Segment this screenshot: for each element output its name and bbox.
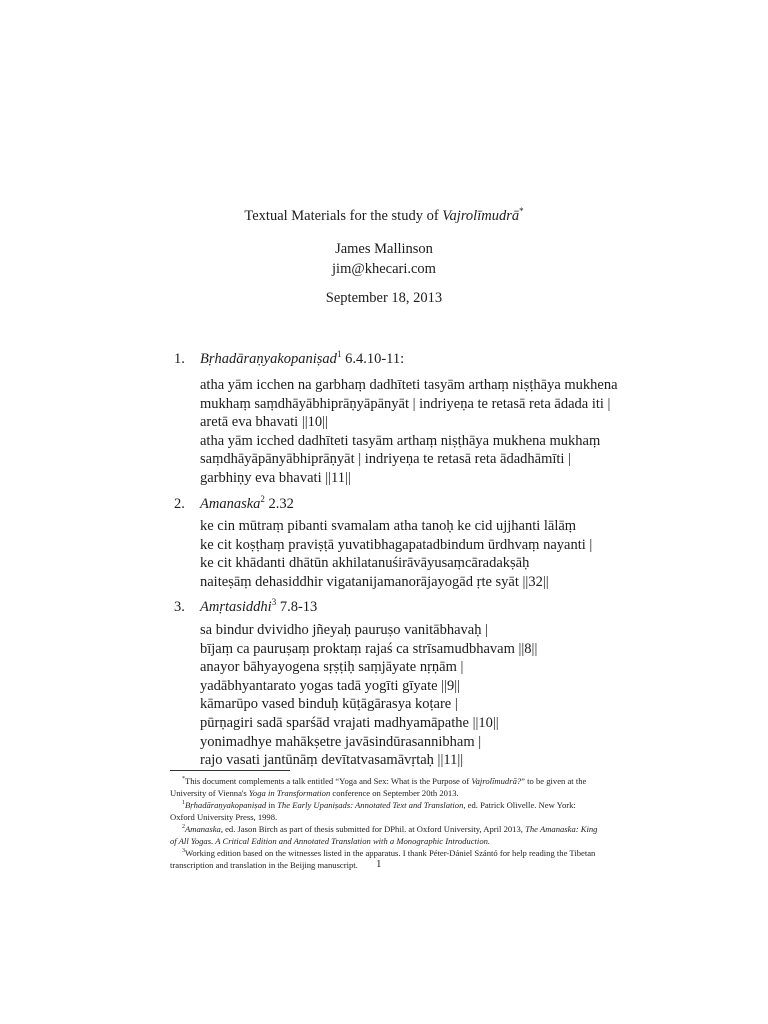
footnote [170,822,602,847]
footnote-text: in [266,799,278,810]
footnote-rule [170,770,290,771]
section-1-verses [200,376,618,488]
paper-title [0,206,768,225]
verse-line: aretā eva bhavati ||10|| [200,414,328,431]
section-1-heading [174,349,404,368]
title-footnote-mark: * [519,206,524,216]
footnote-text: Amanaska [185,823,221,834]
footnote-text: conference on September 20th 2013. [330,787,459,798]
footnote-text: Bṛhadāraṇyakopaniṣad [185,799,267,810]
verse-line: kāmarūpo vased binduḥ kūṭāgārasya koṭare | [200,696,458,713]
footnote-text: ” to be given at the University of Vienna's [170,775,587,798]
section-source: Amṛtasiddhi [200,598,272,615]
section-ref: 2.32 [264,495,294,512]
section-ref: 7.8-13 [276,598,318,615]
verse-line: garbhiṇy eva bhavati ||11|| [200,469,351,486]
verse-line: saṃdhāyāpānyābhiprāṇyāt | indriyeṇa te retasā reta ādadhāmīti | [200,451,571,468]
section-2-verses [200,517,592,591]
verse-line: naiteṣāṃ dehasiddhir vigatanijamanorājayogād ṛte syāt ||32|| [200,573,549,590]
verse-line: pūrṇagiri sadā sparśād vrajati madhyamāpathe ||10|| [200,714,499,731]
verse-line: atha yām icchen na garbhaṃ dadhīteti tasyām arthaṃ niṣṭhāya mukhena [200,377,618,393]
section-number: 3. [174,598,185,615]
verse-line: ke cit koṣṭhaṃ praviṣṭā yuvatibhagapatadbindum ūrdhvaṃ nayanti | [200,536,593,553]
title-italic: Vajrolīmudrā [442,207,520,224]
footnote-text: Working edition based on the witnesses listed in the apparatus. I thank Péter-Dániel Szántó for help reading the Tibetan transcription and translation in the Beijing manuscript. [170,847,596,870]
verse-line: ke cit khādanti dhātūn akhilatanuśirāvāyusaṃcāradakṣāḥ [200,555,530,572]
section-2-heading [174,494,294,513]
section-3-heading [174,597,317,616]
footnote-ref: 2 [260,494,265,504]
section-source: Bṛhadāraṇyakopaniṣad [200,350,337,367]
section-source: Amanaska [200,495,261,512]
section-3-verses [200,621,537,770]
verse-line: yonimadhye mahākṣetre javāsindūrasannibham | [200,733,482,750]
footnote-ref: 3 [271,597,277,607]
footnote-text: Yoga in Transformation [248,787,331,798]
section-number: 1. [174,350,185,367]
title-prefix: Textual Materials for the study of [244,207,443,224]
footnote [170,798,602,823]
footnote-text: The Amanaska: King of All Yogas. A Critical Edition and Annotated Translation with a Monographic Introduction. [170,823,598,846]
footnote-mark: 2 [182,824,185,830]
verse-line: yadābhyantarato yogas tadā yogīti gīyate ||9|| [200,677,461,694]
footnote-text: , ed. Jason Birch as part of thesis submitted for DPhil. at Oxford University, April 2013, [220,823,526,834]
author-email: jim@khecari.com [332,261,436,277]
verse-line: rajo vasati jantūnāṃ devītatvasamāvṛtaḥ ||11|| [200,752,464,769]
author-name: James Mallinson [335,241,433,257]
verse-line: ke cin mūtraṃ pibanti svamalam atha tanoḥ ke cid ujjhanti lālāṃ [200,518,577,534]
verse-line: bījaṃ ca pauruṣaṃ proktaṃ rajaś ca strīsamudbhavam ||8|| [200,640,538,657]
verse-line: sa bindur dvividho jñeyaḥ pauruṣo vanitābhavaḥ | [200,622,489,638]
footnote-text: The Early Upaniṣads: Annotated Text and Translation [277,799,464,810]
page-number: 1 [376,858,382,870]
paper-date: September 18, 2013 [325,290,443,306]
footnote-ref: 1 [336,349,342,359]
footnote-text: Vajrolīmudrā? [471,775,522,786]
verse-line: anayor bāhyayogena sṛṣṭiḥ saṃjāyate nṛṇām | [200,659,464,676]
footnote-text: , ed. Patrick Olivelle. New York: Oxford University Press, 1998. [170,799,576,822]
footnote [170,846,602,871]
section-ref: 6.4.10-11: [341,350,405,367]
section-number: 2. [174,495,185,512]
footnote-mark: * [182,776,185,782]
footnote [170,774,602,799]
footnote-mark: 3 [182,848,185,854]
footnote-mark: 1 [182,800,185,806]
footnote-text: This document complements a talk entitled “Yoga and Sex: What is the Purpose of [185,775,472,786]
verse-line: mukhaṃ saṃdhāyābhiprāṇyāpānyāt | indriyeṇa te retasā reta ādada iti | [200,395,611,412]
verse-line: atha yām icched dadhīteti tasyām arthaṃ niṣṭhāya mukhena mukhaṃ [200,432,601,449]
